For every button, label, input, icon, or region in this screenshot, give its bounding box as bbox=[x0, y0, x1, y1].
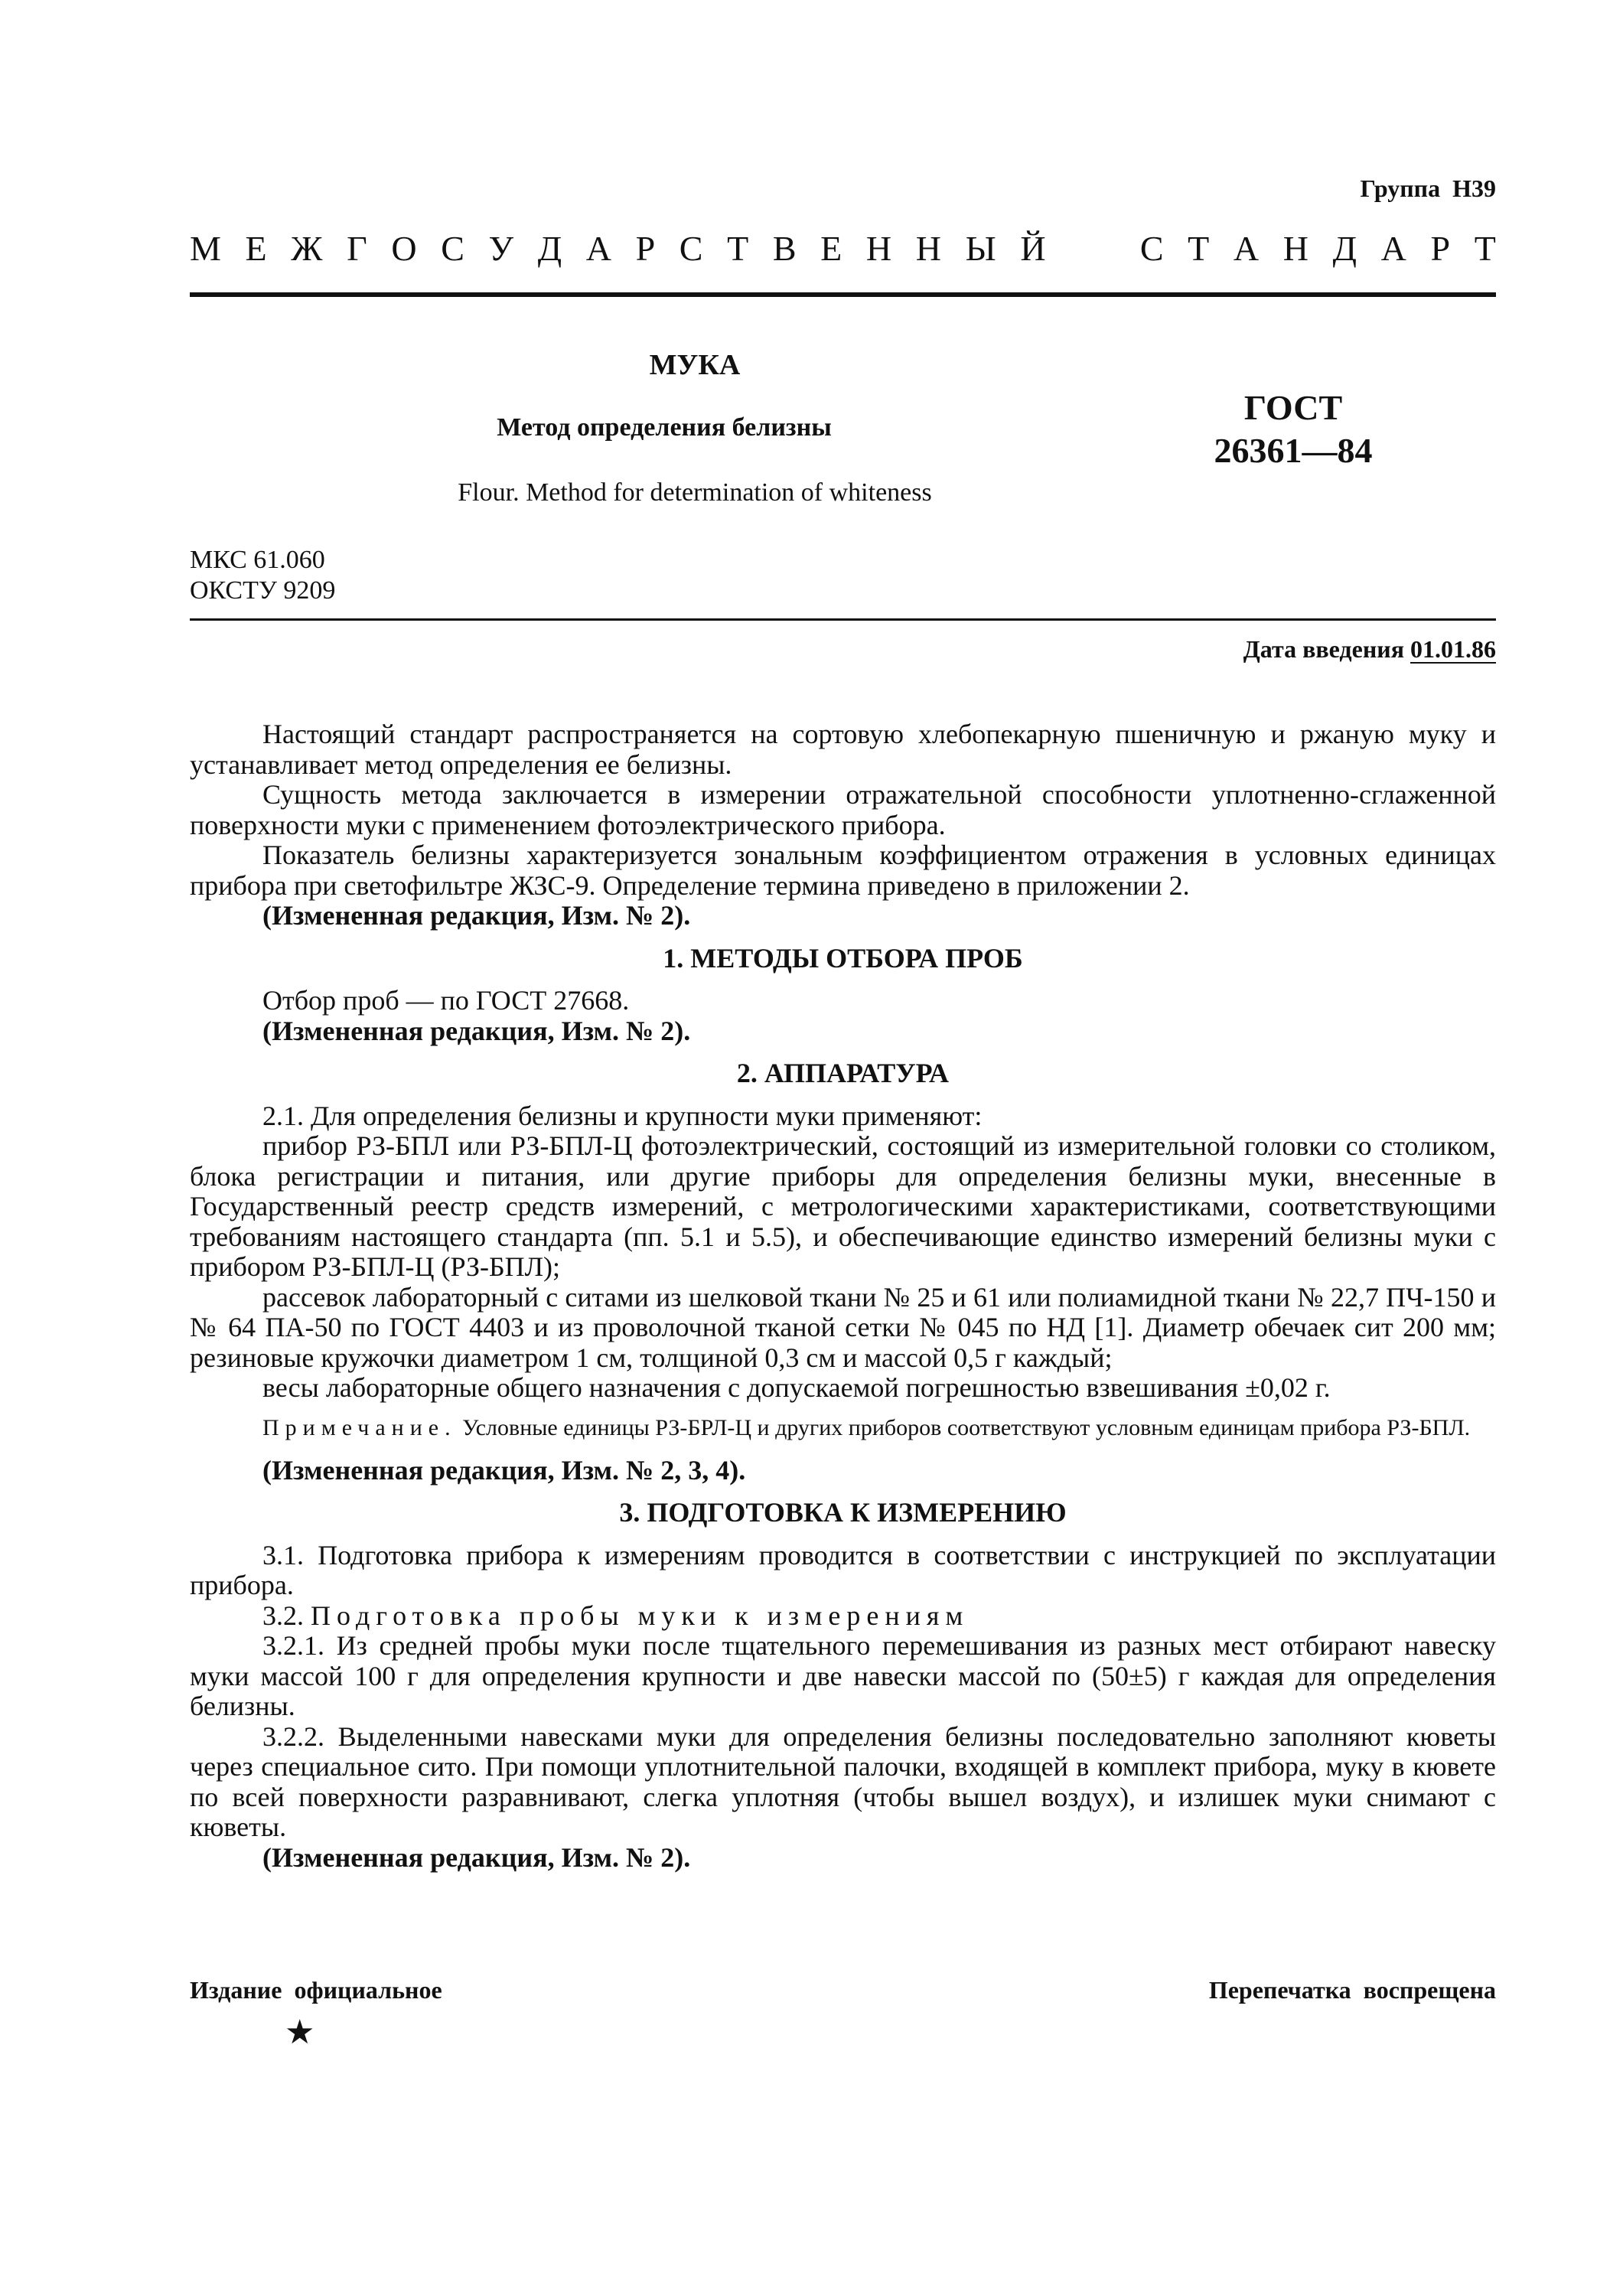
amendment-note: (Измененная редакция, Изм. № 2). bbox=[262, 900, 691, 931]
apparatus-item: прибор РЗ-БПЛ или РЗ-БПЛ-Ц фотоэлектрический, состоящий из измерительной головки со столиком, блока регистрации и питания, или другие приборы для определения белизны муки, внесенные в Государственный реестр средств измерений, с метрологическими характеристиками, соответствующими требованиям настоящего стандарта (пп. 5.1 и 5.5), и обеспечивающие единство измерений белизны муки с прибором РЗ-БПЛ-Ц (РЗ-БПЛ); bbox=[190, 1130, 1496, 1282]
banner-letter: А bbox=[1233, 229, 1260, 268]
gost-designation bbox=[1178, 386, 1408, 472]
banner-letter: В bbox=[772, 229, 797, 268]
apparatus-item: рассевок лабораторный с ситами из шелковой ткани № 25 и 61 или полиамидной ткани № 22,7 ПЧ-150 и № 64 ПА-50 по ГОСТ 4403 и из проволочной тканой сетки № 045 по НД [1]. Диаметр обечаек сит 200 мм; резиновые кружочки диаметром 1 см, толщиной 0,3 см и массой 0,5 г каждый; bbox=[190, 1281, 1496, 1373]
banner-letter: Ж bbox=[291, 229, 323, 268]
banner-letter: Д bbox=[1332, 229, 1357, 268]
clause-3-2-1: 3.2.1. Из средней пробы муки после тщательного перемешивания из разных мест отбирают навеску муки массой 100 г для определения крупности и две навески массой по (50±5) г каждая для определения белизны. bbox=[190, 1630, 1496, 1721]
mks-code: МКС 61.060 bbox=[190, 546, 325, 574]
banner-letter: Е bbox=[245, 229, 267, 268]
gost-number: 26361—84 bbox=[1214, 431, 1373, 470]
banner-letter: А bbox=[1380, 229, 1406, 268]
document-subtitle: Метод определения белизны bbox=[497, 413, 832, 442]
amendment-note: (Измененная редакция, Изм. № 2, 3, 4). bbox=[262, 1454, 746, 1486]
header-rule bbox=[190, 292, 1496, 297]
banner-letter: Г bbox=[347, 229, 367, 268]
date-label: Дата введения bbox=[1243, 635, 1404, 663]
star-icon: ★ bbox=[285, 2014, 315, 2051]
banner-letter: Р bbox=[1430, 229, 1451, 268]
date-value: 01.01.86 bbox=[1410, 635, 1496, 663]
sampling-text: Отбор проб — по ГОСТ 27668. bbox=[262, 985, 630, 1016]
amendment-note: (Измененная редакция, Изм. № 2). bbox=[262, 1015, 691, 1046]
banner-letter: Е bbox=[820, 229, 842, 268]
section-heading-sampling: 1. МЕТОДЫ ОТБОРА ПРОБ bbox=[663, 942, 1023, 974]
group-code: Группа Н39 bbox=[1360, 174, 1496, 202]
banner-letter: Н bbox=[915, 229, 941, 268]
section-heading-preparation: 3. ПОДГОТОВКА К ИЗМЕРЕНИЮ bbox=[619, 1497, 1067, 1528]
banner-letter: Ы bbox=[965, 229, 996, 268]
banner-letter: Т bbox=[1474, 229, 1496, 268]
codes-rule bbox=[190, 618, 1496, 621]
reprint-prohibited: Перепечатка воспрещена bbox=[1208, 1976, 1496, 2004]
banner-letter: А bbox=[585, 229, 611, 268]
banner-gap bbox=[1070, 228, 1116, 269]
banner-letter: Н bbox=[1282, 229, 1309, 268]
banner-letter: С bbox=[1139, 229, 1164, 268]
note-label: Примечание. bbox=[262, 1414, 457, 1440]
introduction-date bbox=[1243, 635, 1496, 664]
banner-letter: Д bbox=[537, 229, 562, 268]
clause-2-1: 2.1. Для определения белизны и крупности муки применяют: bbox=[262, 1100, 983, 1131]
note-text: Условные единицы РЗ-БРЛ-Ц и других приборов соответствуют условным единицам прибора РЗ-БПЛ. bbox=[462, 1414, 1471, 1440]
gost-label: ГОСТ bbox=[1243, 388, 1343, 427]
banner-letter: С bbox=[679, 229, 703, 268]
banner-letter: Т bbox=[1188, 229, 1210, 268]
banner-letter: Й bbox=[1020, 229, 1046, 268]
clause-3-2-number: 3.2. bbox=[262, 1600, 304, 1631]
clause-3-2-2: 3.2.2. Выделенными навесками муки для определения белизны последовательно заполняют кюветы через специальное сито. При помощи уплотнительной палочки, входящей в комплект прибора, муку в кювете по всей поверхности разравнивают, слегка уплотняя (чтобы вышел воздух), и излишек муки снимают с кюветы. bbox=[190, 1720, 1496, 1842]
apparatus-item: весы лабораторные общего назначения с допускаемой погрешностью взвешивания ±0,02 г. bbox=[262, 1372, 1331, 1403]
banner-letter: Р bbox=[635, 229, 656, 268]
banner-letter: Н bbox=[865, 229, 892, 268]
okstu-code: ОКСТУ 9209 bbox=[190, 576, 336, 605]
classification-codes bbox=[190, 545, 335, 606]
document-title: МУКА bbox=[649, 349, 741, 381]
official-edition: Издание официальное bbox=[190, 1976, 442, 2004]
banner-letter: М bbox=[190, 229, 221, 268]
document-body bbox=[190, 719, 1496, 1873]
clause-3-2-title: Подготовка пробы муки к измерениям bbox=[311, 1600, 970, 1631]
english-title: Flour. Method for determination of whiteness bbox=[458, 478, 932, 507]
banner-letter: С bbox=[441, 229, 464, 268]
standard-banner bbox=[190, 228, 1496, 269]
banner-letter: Т bbox=[727, 229, 749, 268]
banner-letter: У bbox=[488, 229, 514, 268]
section-heading-apparatus: 2. АППАРАТУРА bbox=[736, 1058, 950, 1088]
amendment-note: (Измененная редакция, Изм. № 2). bbox=[262, 1841, 691, 1873]
clause-3-2 bbox=[190, 1601, 1496, 1632]
note bbox=[190, 1414, 1496, 1442]
intro-paragraph: Настоящий стандарт распространяется на сортовую хлебопекарную пшеничную и ржаную муку и устанавливает метод определения ее белизны. bbox=[190, 719, 1496, 780]
intro-paragraph: Сущность метода заключается в измерении отражательной способности уплотненно-сглаженной поверхности муки с применением фотоэлектрического прибора. bbox=[190, 779, 1496, 840]
banner-letter: О bbox=[391, 229, 417, 268]
clause-3-1: 3.1. Подготовка прибора к измерениям проводится в соответствии с инструкцией по эксплуатации прибора. bbox=[190, 1539, 1496, 1600]
intro-paragraph: Показатель белизны характеризуется зональным коэффициентом отражения в условных единицах прибора при светофильтре ЖЗС-9. Определение термина приведено в приложении 2. bbox=[190, 840, 1496, 901]
